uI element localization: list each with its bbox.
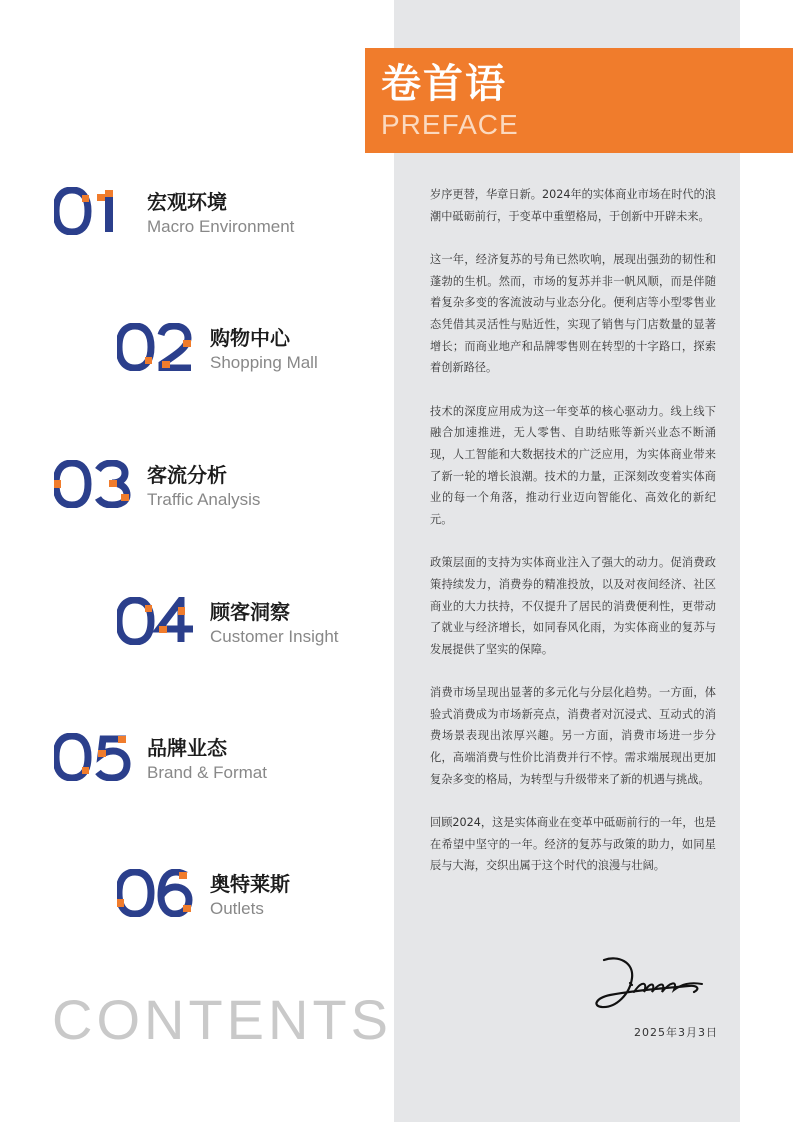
- preface-paragraph: 岁序更替，华章日新。2024年的实体商业市场在时代的浪潮中砥砺前行，于变革中重塑格局，于创新中开辟未来。: [430, 188, 716, 223]
- section-number-01: [54, 187, 124, 235]
- toc-title-en: Shopping Mall: [210, 353, 318, 372]
- toc-title-zh: 客流分析: [147, 463, 227, 487]
- toc-title-zh: 宏观环境: [147, 190, 227, 214]
- section-number-05: [54, 733, 134, 781]
- preface-subtitle: PREFACE: [381, 109, 519, 140]
- preface-paragraph: 回顾2024，这是实体商业在变革中砥砺前行的一年，也是在希望中坚守的一年。经济的复苏与政策的助力，如同星辰与大海，交织出属于这个时代的浪漫与壮阔。: [430, 816, 716, 873]
- toc-title-en: Customer Insight: [210, 627, 339, 646]
- toc-title-en: Outlets: [210, 899, 264, 918]
- toc-title-en: Macro Environment: [147, 217, 295, 236]
- signature: [590, 952, 720, 1016]
- preface-paragraph: 这一年，经济复苏的号角已然吹响，展现出强劲的韧性和蓬勃的生机。然而，市场的复苏并非一帆风顺，而是伴随着复杂多变的客流波动与业态分化。便利店等小型零售业态凭借其灵活性与贴近性，实现了销售与门店数量的显著增长；而商业地产和品牌零售则在转型的十字路口，探索着创新路径。: [430, 253, 716, 375]
- toc-title-zh: 购物中心: [210, 326, 290, 350]
- preface-title: 卷首语: [381, 61, 507, 107]
- preface-header: [365, 48, 793, 153]
- section-number-02: [117, 323, 197, 371]
- section-number-03: [54, 460, 134, 508]
- contents-label: CONTENTS: [52, 988, 392, 1051]
- preface-paragraph: 技术的深度应用成为这一年变革的核心驱动力。线上线下融合加速推进，无人零售、自助结账等新兴业态不断涌现，人工智能和大数据技术的广泛应用，为实体商业带来了新一轮的增长浪潮。技术的力量，正深刻改变着实体商业的每一个角落，推动行业迈向智能化、高效化的新纪元。: [430, 404, 716, 526]
- toc-title-zh: 顾客洞察: [210, 600, 290, 624]
- toc-title-en: Traffic Analysis: [147, 490, 261, 509]
- preface-paragraph: 消费市场呈现出显著的多元化与分层化趋势。一方面，体验式消费成为市场新亮点，消费者对沉浸式、互动式的消费场景表现出浓厚兴趣。另一方面，消费市场进一步分化，高端消费与性价比消费并行不悖。需求端展现出更加复杂多变的格局，为转型与升级带来了新的机遇与挑战。: [430, 686, 716, 786]
- preface-date: 2025年3月3日: [634, 1026, 718, 1039]
- section-number-04: [117, 597, 197, 645]
- preface-paragraph: 政策层面的支持为实体商业注入了强大的动力。促消费政策持续发力，消费券的精准投放，以及对夜间经济、社区商业的大力扶持，不仅提升了居民的消费便利性，更带动了就业与经济增长，如同春风化雨，为实体商业的复苏与发展提供了坚实的保障。: [430, 556, 716, 656]
- toc-title-zh: 品牌业态: [147, 736, 227, 760]
- section-number-06: [117, 869, 197, 917]
- preface-body: [430, 184, 716, 899]
- toc-title-en: Brand & Format: [147, 763, 267, 782]
- toc-title-zh: 奥特莱斯: [210, 872, 290, 896]
